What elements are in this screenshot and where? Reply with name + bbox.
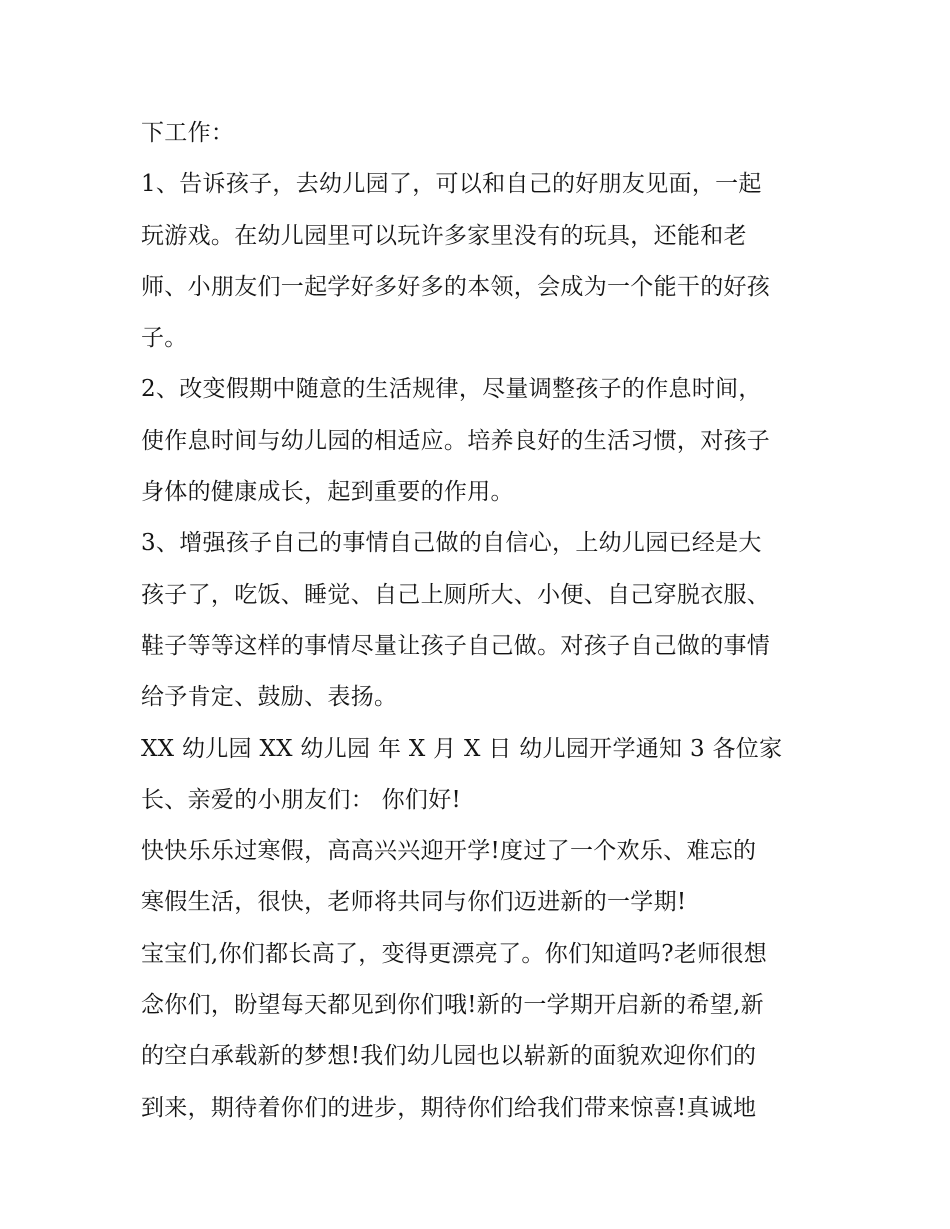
text-line: 孩子了，吃饭、睡觉、自己上厕所大、小便、自己穿脱衣服、	[141, 581, 771, 608]
text-line: 鞋子等等这样的事情尽量让孩子自己做。对孩子自己做的事情	[141, 632, 771, 659]
text-line: 2、改变假期中随意的生活规律，尽量调整孩子的作息时间，	[141, 376, 762, 403]
text-line: 念你们，盼望每天都见到你们哦!新的一学期开启新的希望,新	[141, 992, 764, 1019]
text-line: 使作息时间与幼儿园的相适应。培养良好的生活习惯，对孩子	[141, 427, 771, 454]
text-line: 1、告诉孩子，去幼儿园了，可以和自己的好朋友见面，一起	[141, 171, 762, 198]
text-line: 3、增强孩子自己的事情自己做的自信心，上幼儿园已经是大	[141, 530, 762, 557]
text-line: 快快乐乐过寒假，高高兴兴迎开学!度过了一个欢乐、难忘的	[141, 838, 757, 865]
text-line: 下工作：	[141, 120, 235, 146]
text-line: 长、亲爱的小朋友们： 你们好!	[141, 786, 462, 813]
text-line: 到来，期待着你们的进步，期待你们给我们带来惊喜!真诚地	[141, 1094, 757, 1121]
text-line: 给予肯定、鼓励、表扬。	[141, 684, 398, 711]
text-line: 宝宝们,你们都长高了，变得更漂亮了。你们知道吗?老师很想	[141, 940, 768, 967]
text-line: 玩游戏。在幼儿园里可以玩许多家里没有的玩具，还能和老	[141, 222, 747, 249]
text-line: 身体的健康成长，起到重要的作用。	[141, 479, 514, 506]
text-line: 的空白承载新的梦想!我们幼儿园也以崭新的面貌欢迎你们的	[141, 1043, 757, 1070]
text-line: XX 幼儿园 XX 幼儿园 年 X 月 X 日 幼儿园开学通知 3 各位家	[141, 735, 783, 762]
text-line: 师、小朋友们一起学好多好多的本领，会成为一个能干的好孩	[141, 273, 771, 300]
body-text	[141, 108, 821, 1134]
text-line: 子。	[141, 325, 188, 352]
text-line: 寒假生活，很快，老师将共同与你们迈进新的一学期!	[141, 889, 687, 916]
